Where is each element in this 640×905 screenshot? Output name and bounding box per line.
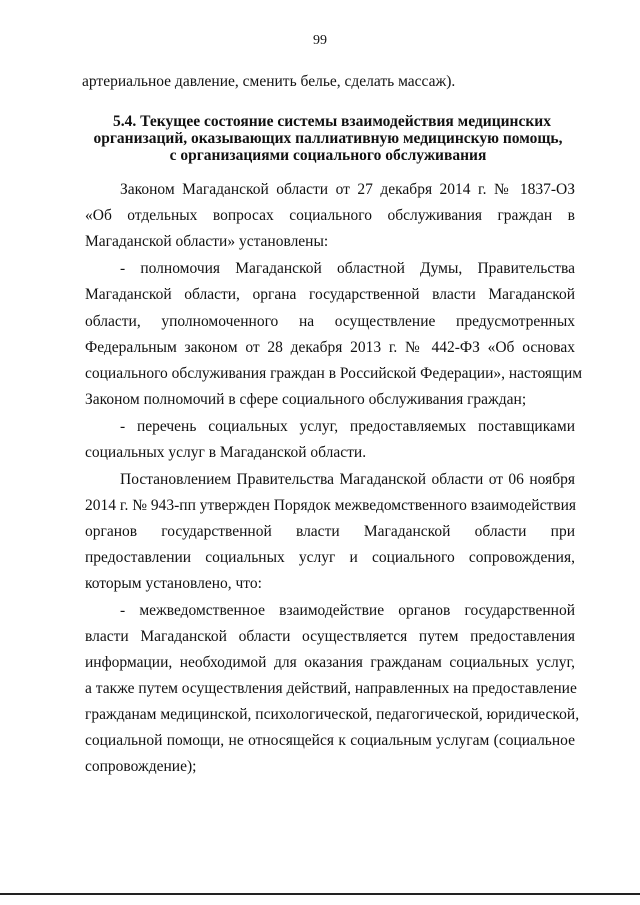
paragraph-line: которым установлено, что: bbox=[85, 575, 262, 592]
bottom-rule bbox=[0, 893, 640, 895]
paragraph-line: Законом Магаданской области от 27 декабря 2014 г. № 1837-ОЗ bbox=[120, 181, 575, 198]
paragraph-line: информации, необходимой для оказания гражданам социальных услуг, bbox=[85, 654, 575, 671]
section-title-line: 5.4. Текущее состояние системы взаимодействия медицинских bbox=[113, 113, 551, 130]
paragraph-line: социальной помощи, не относящейся к социальным услугам (социальное bbox=[85, 732, 575, 749]
paragraph-line: власти Магаданской области осуществляется путем предоставления bbox=[85, 628, 575, 645]
paragraph-line: предоставлении социальных услуг и социального сопровождения, bbox=[85, 549, 575, 566]
paragraph-line: - межведомственное взаимодействие органов государственной bbox=[120, 602, 575, 619]
paragraph-line: Постановлением Правительства Магаданской области от 06 ноября bbox=[120, 471, 575, 488]
page-number: 99 bbox=[313, 33, 327, 48]
paragraph-line: Магаданской области, органа государственной власти Магаданской bbox=[85, 286, 575, 303]
paragraph-line: социального обслуживания граждан в Российской Федерации», настоящим bbox=[85, 365, 583, 382]
section-title-line: организаций, оказывающих паллиативную медицинскую помощь, bbox=[93, 130, 563, 147]
paragraph-line: 2014 г. № 943-пп утвержден Порядок межведомственного взаимодействия bbox=[85, 497, 576, 514]
paragraph-line: Магаданской области» установлены: bbox=[85, 233, 329, 250]
section-title-line: с организациями социального обслуживания bbox=[169, 147, 487, 164]
paragraph-line: - полномочия Магаданской областной Думы, Правительства bbox=[120, 260, 575, 277]
paragraph-line: Федеральным законом от 28 декабря 2013 г. № 442-ФЗ «Об основах bbox=[85, 339, 575, 356]
paragraph-line: органов государственной власти Магаданской области при bbox=[85, 523, 575, 540]
paragraph-line: а также путем осуществления действий, направленных на предоставление bbox=[85, 680, 577, 697]
paragraph-line: области, уполномоченного на осуществление предусмотренных bbox=[85, 313, 575, 330]
continuation-text: артериальное давление, сменить белье, сделать массаж). bbox=[82, 73, 456, 90]
paragraph-line: «Об отдельных вопросах социального обслуживания граждан в bbox=[85, 207, 575, 224]
paragraph-line: сопровождение); bbox=[85, 758, 197, 775]
paragraph-line: социальных услуг в Магаданской области. bbox=[85, 444, 367, 461]
paragraph-line: Законом полномочий в сфере социального обслуживания граждан; bbox=[85, 391, 527, 408]
paragraph-line: гражданам медицинской, психологической, педагогической, юридической, bbox=[85, 706, 580, 723]
paragraph-line: - перечень социальных услуг, предоставляемых поставщиками bbox=[120, 418, 575, 435]
